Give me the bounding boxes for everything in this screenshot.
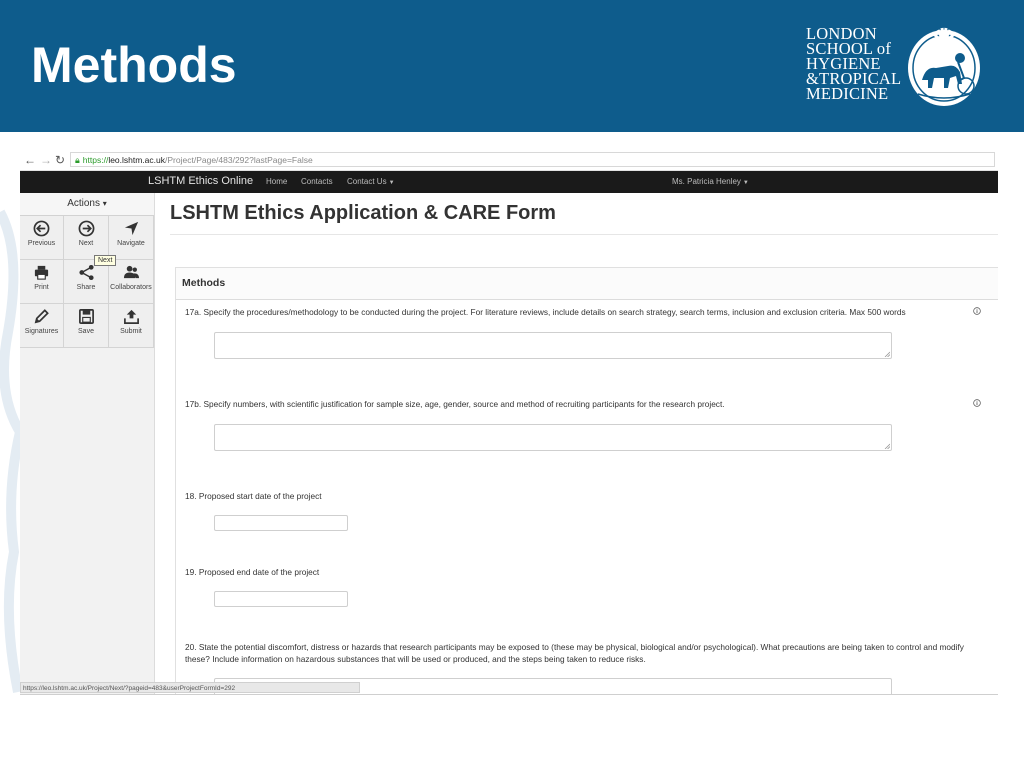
- question-20: 20. State the potential discomfort, distress or hazards that research participants may be exposed to (these may be physical, biological and/or psychological). What precautions are being taken to control and modify these? Include information on hazardous substances that will be used or produced, and the steps being taken to reduce risks.: [185, 642, 964, 664]
- logo-line: SCHOOL of: [806, 39, 892, 58]
- nav-contacts[interactable]: Contacts: [301, 177, 333, 186]
- logo-wordmark: [806, 26, 906, 101]
- chevron-down-icon: ▾: [102, 199, 107, 208]
- start-date-field[interactable]: [214, 515, 348, 531]
- form-title: LSHTM Ethics Application & CARE Form: [170, 202, 556, 224]
- floppy-disk-icon: [64, 304, 108, 328]
- end-date-field[interactable]: [214, 591, 348, 607]
- logo-line: HYGIENE: [806, 54, 881, 73]
- url-scheme: https://: [82, 155, 109, 165]
- section-heading: Methods: [176, 268, 998, 300]
- save-button[interactable]: [64, 304, 109, 348]
- url-field[interactable]: [70, 152, 995, 167]
- resize-grip-icon[interactable]: [884, 351, 890, 357]
- methodology-textarea[interactable]: [214, 332, 892, 359]
- actions-label: Actions: [67, 198, 100, 209]
- share-label: Share: [76, 284, 96, 291]
- caret-down-icon: ▼: [388, 180, 395, 186]
- user-menu[interactable]: [672, 177, 749, 186]
- lock-icon: 🔒︎: [75, 155, 80, 165]
- slide-title: Methods: [31, 37, 237, 93]
- question-19: 19. Proposed end date of the project: [185, 567, 320, 577]
- navigate-button[interactable]: [109, 216, 154, 260]
- signatures-label: Signatures: [24, 328, 59, 335]
- nav-contact-us-label: Contact Us: [347, 177, 387, 186]
- logo-line: MEDICINE: [806, 84, 889, 103]
- next-button[interactable]: [64, 216, 109, 260]
- logo-line: &TROPICAL: [806, 69, 902, 88]
- pencil-icon: [20, 304, 63, 328]
- forward-arrow-icon[interactable]: →: [40, 153, 52, 167]
- question-18: 18. Proposed start date of the project: [185, 491, 322, 501]
- divider: [170, 234, 998, 235]
- previous-label: Previous: [27, 240, 56, 247]
- actions-dropdown[interactable]: [20, 193, 154, 216]
- collaborators-button[interactable]: [109, 260, 154, 304]
- nav-home[interactable]: Home: [266, 177, 288, 186]
- save-label: Save: [78, 328, 94, 335]
- slide-header: [0, 0, 1024, 132]
- back-arrow-icon[interactable]: ←: [24, 153, 36, 167]
- printer-icon: [20, 260, 63, 284]
- upload-icon: [109, 304, 153, 328]
- address-bar: [20, 150, 998, 171]
- collaborators-label: Collaborators: [110, 284, 152, 291]
- previous-button[interactable]: [20, 216, 64, 260]
- logo-seal-icon: [904, 22, 984, 110]
- url-path: /Project/Page/483/292?lastPage=False: [165, 155, 313, 165]
- question-17b: 17b. Specify numbers, with scientific justification for sample size, age, gender, source and method of recruiting participants for the research project.: [185, 399, 725, 409]
- question-17a: 17a. Specify the procedures/methodology to be conducted during the project. For literature reviews, include details on search strategy, search terms, inclusion and exclusion criteria. Max 500 words: [185, 307, 906, 317]
- share-button[interactable]: [64, 260, 109, 304]
- main-content: [155, 193, 998, 695]
- participants-textarea[interactable]: [214, 424, 892, 451]
- logo-line: LONDON: [806, 24, 877, 43]
- navigate-arrow-icon: [109, 216, 153, 240]
- info-icon[interactable]: [973, 399, 981, 407]
- submit-label: Submit: [120, 328, 142, 335]
- arrow-right-circle-icon: [64, 216, 108, 240]
- print-label: Print: [34, 284, 49, 291]
- info-icon[interactable]: [973, 307, 981, 315]
- methods-panel: [175, 267, 998, 695]
- caret-down-icon: ▼: [742, 180, 749, 186]
- user-name: Ms. Patricia Henley: [672, 177, 741, 186]
- brand-link[interactable]: LSHTM Ethics Online: [148, 175, 254, 187]
- status-bar-url: https://leo.lshtm.ac.uk/Project/Next/?pageid=483&userProjectFormId=292: [20, 682, 360, 693]
- signatures-button[interactable]: [20, 304, 64, 348]
- next-tooltip: Next: [94, 255, 116, 266]
- actions-grid: [20, 216, 154, 348]
- arrow-left-circle-icon: [20, 216, 63, 240]
- next-label: Next: [78, 240, 94, 247]
- browser-window: [20, 150, 998, 695]
- print-button[interactable]: [20, 260, 64, 304]
- resize-grip-icon[interactable]: [884, 443, 890, 449]
- nav-contact-us[interactable]: [347, 177, 395, 186]
- navigate-label: Navigate: [117, 240, 145, 247]
- divider: [20, 694, 998, 695]
- reload-icon[interactable]: ↻: [55, 153, 66, 167]
- actions-sidebar: [20, 193, 155, 695]
- lshtm-logo: [806, 22, 984, 112]
- url-host: leo.lshtm.ac.uk: [108, 155, 166, 165]
- top-navbar: [20, 171, 998, 193]
- submit-button[interactable]: [109, 304, 154, 348]
